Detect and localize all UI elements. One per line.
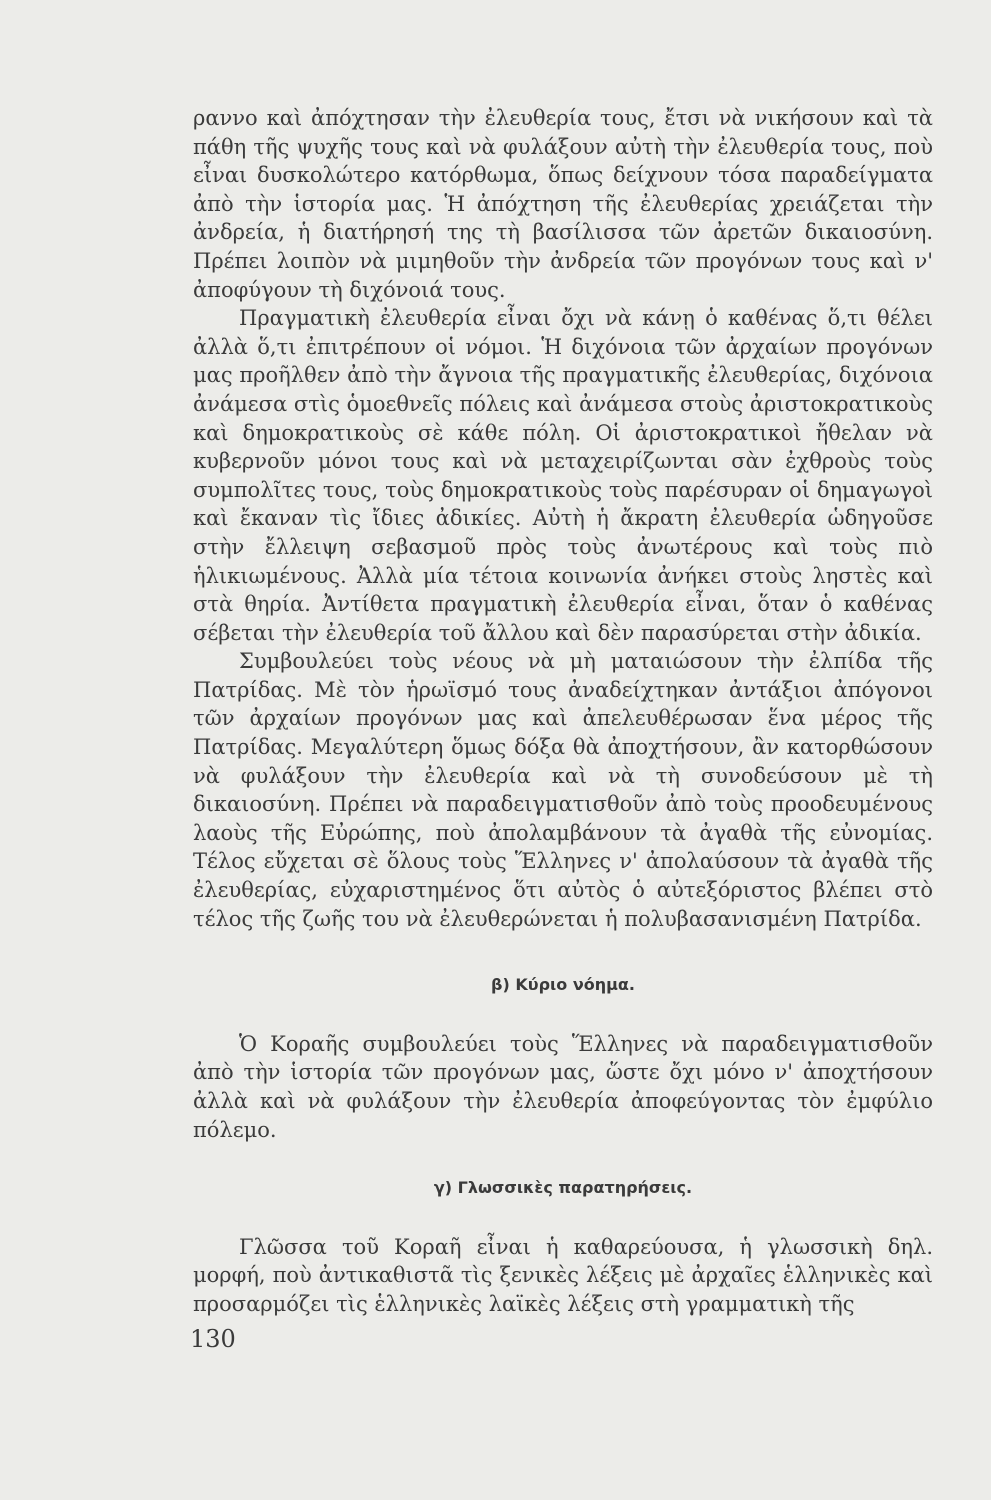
paragraph-true-freedom: Πραγματικὴ ἐλευθερία εἶναι ὄχι νὰ κάνῃ ὁ καθένας ὅ,τι θέλει ἀλλὰ ὅ,τι ἐπιτρέπουν οἱ νόμοι. Ἡ διχόνοια τῶν ἀρχαίων προγόνων μας προῆλθεν ἀπὸ τὴν ἄγνοια τῆς πραγματικῆς ἐλευθερίας, διχόνοια ἀνάμεσα στὶς ὁμοεθνεῖς πόλεις καὶ ἀνάμεσα στοὺς ἀριστοκρατικοὺς καὶ δημοκρατικοὺς σὲ κάθε πόλη. Οἱ ἀριστοκρατικοὶ ἤθελαν νὰ κυβερνοῦν μόνοι τους καὶ νὰ μεταχειρίζωνται σὰν ἐχθροὺς τοὺς συμπολῖτες τους, τοὺς δημοκρατικοὺς τοὺς παρέσυραν οἱ δημαγωγοὶ καὶ ἔκαναν τὶς ἴδιες ἀδικίες. Αὐτὴ ἡ ἄκρατη ἐλευθερία ὡδηγοῦσε στὴν ἔλλειψη σεβασμοῦ πρὸς τοὺς ἀνωτέρους καὶ τοὺς πιὸ ἡλικιωμένους. Ἀλλὰ μία τέτοια κοινωνία ἀνήκει στοὺς ληστὲς καὶ στὰ θηρία. Ἀντίθετα πραγματικὴ ἐλευθερία εἶναι, ὅταν ὁ καθένας σέβεται τὴν ἐλευθερία τοῦ ἄλλου καὶ δὲν παρασύρεται στὴν ἀδικία. — [193, 306, 933, 645]
body-text — [193, 104, 933, 1319]
paragraph-main-meaning: Ὁ Κοραῆς συμβουλεύει τοὺς Ἕλληνες νὰ παραδειγματισθοῦν ἀπὸ τὴν ἱστορία τῶν προγόνων μας, ὥστε ὄχι μόνο ν' ἀποχτήσουν ἀλλὰ καὶ νὰ φυλάξουν τὴν ἐλευθερία ἀποφεύγοντας τὸν ἐμφύλιο πόλεμο. — [193, 1031, 933, 1142]
page-number: 130 — [190, 1325, 236, 1353]
paragraph-advice-youth: Συμβουλεύει τοὺς νέους νὰ μὴ ματαιώσουν τὴν ἐλπίδα τῆς Πατρίδας. Μὲ τὸν ἡρωϊσμό τους ἀναδείχτηκαν ἀντάξιοι ἀπόγονοι τῶν ἀρχαίων προγόνων μας καὶ ἀπελευθέρωσαν ἕνα μέρος τῆς Πατρίδας. Μεγαλύτερη ὅμως δόξα θὰ ἀποχτήσουν, ἂν κατορθώσουν νὰ φυλάξουν τὴν ἐλευθερία καὶ νὰ τὴ συνοδεύσουν μὲ τὴ δικαιοσύνη. Πρέπει νὰ παραδειγματισθοῦν ἀπὸ τοὺς προοδευμένους λαοὺς τῆς Εὐρώπης, ποὺ ἀπολαμβάνουν τὰ ἀγαθὰ τῆς εὐνομίας. Τέλος εὔχεται σὲ ὅλους τοὺς Ἕλληνες ν' ἀπολαύσουν τὰ ἀγαθὰ τῆς ἐλευθερίας, εὐχαριστημένος ὅτι αὐτὸς ὁ αὐτεξόριστος βλέπει στὸ τέλος τῆς ζωῆς του νὰ ἐλευθερώνεται ἡ πολυβασανισμένη Πατρίδα. — [193, 649, 933, 931]
paragraph-language-notes: Γλῶσσα τοῦ Κοραῆ εἶναι ἡ καθαρεύουσα, ἡ γλωσσικὴ δηλ. μορφή, ποὺ ἀντικαθιστᾶ τὶς ξενικὲς λέξεις μὲ ἀρχαῖες ἑλληνικὲς καὶ προσαρμόζει τὶς ἑλληνικὲς λαϊκὲς λέξεις στὴ γραμματικὴ τῆς — [193, 1234, 933, 1316]
paragraph-continuation: ραννο καὶ ἀπόχτησαν τὴν ἐλευθερία τους, ἔτσι νὰ νικήσουν καὶ τὰ πάθη τῆς ψυχῆς τους καὶ νὰ φυλάξουν αὐτὴ τὴν ἐλευθερία τους, ποὺ εἶναι δυσκολώτερο κατόρθωμα, ὅπως δείχνουν τόσα παραδείγματα ἀπὸ τὴν ἱστορία μας. Ἡ ἀπόχτηση τῆς ἐλευθερίας χρειάζεται τὴν ἀνδρεία, ἡ διατήρησή της τὴ βασίλισσα τῶν ἀρετῶν δικαιοσύνη. Πρέπει λοιπὸν νὰ μιμηθοῦν τὴν ἀνδρεία τῶν προγόνων τους καὶ ν' ἀποφύγουν τὴ διχόνοιά τους. — [193, 106, 933, 302]
section-heading-language-notes: γ) Γλωσσικὲς παρατηρήσεις. — [433, 1178, 693, 1198]
section-heading-main-meaning: β) Κύριο νόημα. — [491, 975, 635, 995]
